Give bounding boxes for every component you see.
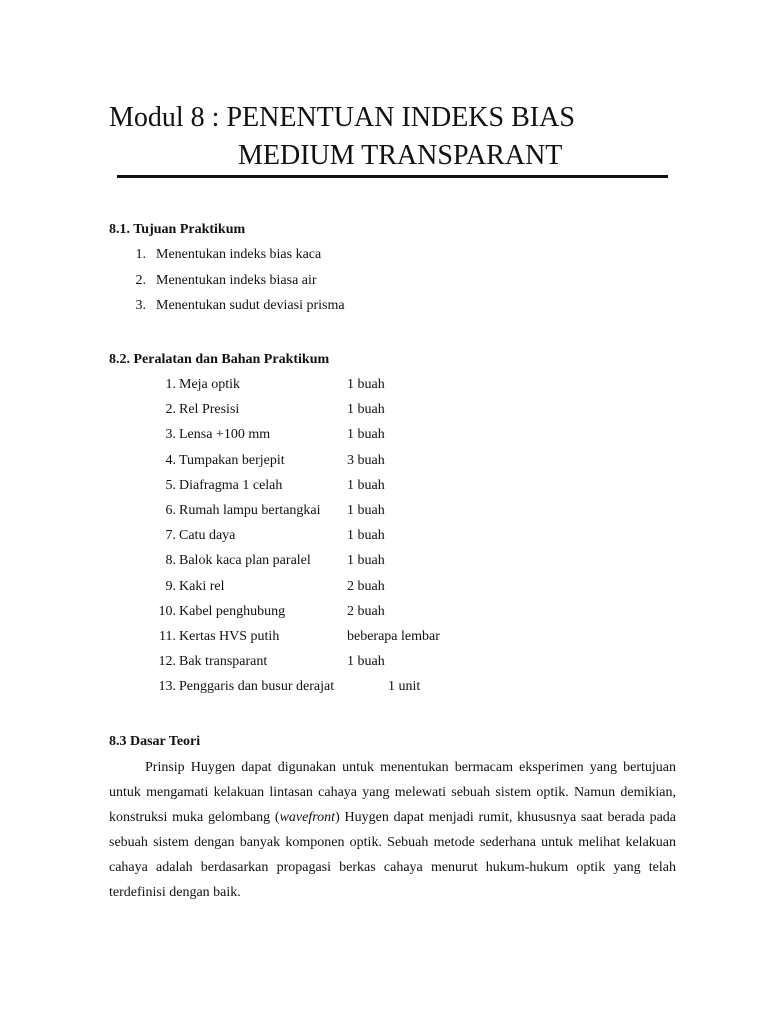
- section-heading-equipment: 8.2. Peralatan dan Bahan Praktikum: [109, 352, 330, 367]
- equipment-quantity: 1 unit: [388, 679, 421, 695]
- equipment-name: Catu daya: [179, 528, 236, 544]
- title-underline: [117, 175, 668, 178]
- equipment-quantity: 1 buah: [347, 427, 385, 443]
- equipment-name: Balok kaca plan paralel: [179, 553, 311, 569]
- equipment-number: 9.: [165, 578, 176, 594]
- equipment-quantity: 1 buah: [347, 377, 385, 392]
- equipment-quantity: 2 buah: [347, 578, 385, 594]
- objective-text: Menentukan sudut deviasi prisma: [156, 298, 345, 313]
- equipment-name: Penggaris dan busur derajat: [179, 679, 335, 695]
- equipment-number: 2.: [165, 402, 176, 418]
- equipment-name: Rel Presisi: [179, 402, 240, 418]
- section-heading-objectives: 8.1. Tujuan Praktikum: [109, 222, 246, 237]
- equipment-name: Lensa +100 mm: [179, 427, 271, 443]
- equipment-quantity: 3 buah: [347, 452, 385, 468]
- objective-text: Menentukan indeks biasa air: [156, 272, 317, 288]
- equipment-name: Kabel penghubung: [179, 603, 286, 619]
- objective-number: 1.: [135, 247, 146, 262]
- equipment-quantity: 1 buah: [347, 553, 385, 569]
- equipment-number: 11.: [159, 629, 176, 644]
- equipment-number: 5.: [165, 477, 176, 493]
- equipment-name: Diafragma 1 celah: [179, 477, 283, 493]
- equipment-quantity: 1 buah: [347, 654, 385, 670]
- equipment-number: 8.: [165, 553, 176, 569]
- theory-text-italic: wavefront: [279, 810, 336, 825]
- equipment-quantity: 1 buah: [347, 503, 385, 518]
- equipment-name: Meja optik: [179, 377, 241, 392]
- equipment-number: 13.: [158, 679, 176, 695]
- theory-text-part1: Prinsip Huygen dapat digunakan untuk menentukan bermacam eksperimen yang bertujuan untuk mengamati kelakuan lintasan cahaya yang melewati sebuah sistem optik. Namun demikian, konstruksi muka gelombang (: [109, 760, 676, 825]
- equipment-number: 12.: [158, 654, 176, 670]
- objective-number: 3.: [135, 298, 146, 313]
- module-title-line1: Modul 8 : PENENTUAN INDEKS BIAS: [109, 102, 575, 133]
- equipment-quantity: 1 buah: [347, 477, 385, 493]
- objective-text: Menentukan indeks bias kaca: [156, 247, 322, 262]
- equipment-name: Kaki rel: [179, 578, 225, 594]
- equipment-name: Tumpakan berjepit: [179, 452, 285, 468]
- equipment-quantity: 1 buah: [347, 528, 385, 544]
- section-heading-theory: 8.3 Dasar Teori: [109, 734, 201, 749]
- equipment-number: 3.: [165, 427, 176, 443]
- equipment-name: Kertas HVS putih: [179, 629, 280, 644]
- equipment-quantity: 2 buah: [347, 603, 385, 619]
- equipment-number: 6.: [165, 503, 176, 518]
- equipment-quantity: 1 buah: [347, 402, 385, 418]
- module-title-line2: MEDIUM TRANSPARANT: [238, 140, 563, 171]
- theory-paragraph: [109, 755, 676, 905]
- equipment-number: 7.: [165, 528, 176, 544]
- equipment-name: Bak transparant: [179, 654, 268, 670]
- theory-text-part2: ) Huygen dapat menjadi rumit, khususnya saat berada pada sebuah sistem dengan banyak komponen optik. Sebuah metode sederhana untuk melihat kelakuan cahaya adalah berdasarkan propagasi berkas cahaya menurut hukum-hukum optik yang telah terdefinisi dengan baik.: [109, 810, 676, 900]
- equipment-number: 4.: [165, 452, 176, 468]
- equipment-quantity: beberapa lembar: [347, 629, 440, 644]
- equipment-number: 1.: [165, 377, 176, 392]
- objective-number: 2.: [135, 272, 146, 288]
- equipment-name: Rumah lampu bertangkai: [179, 503, 321, 518]
- equipment-number: 10.: [158, 603, 176, 619]
